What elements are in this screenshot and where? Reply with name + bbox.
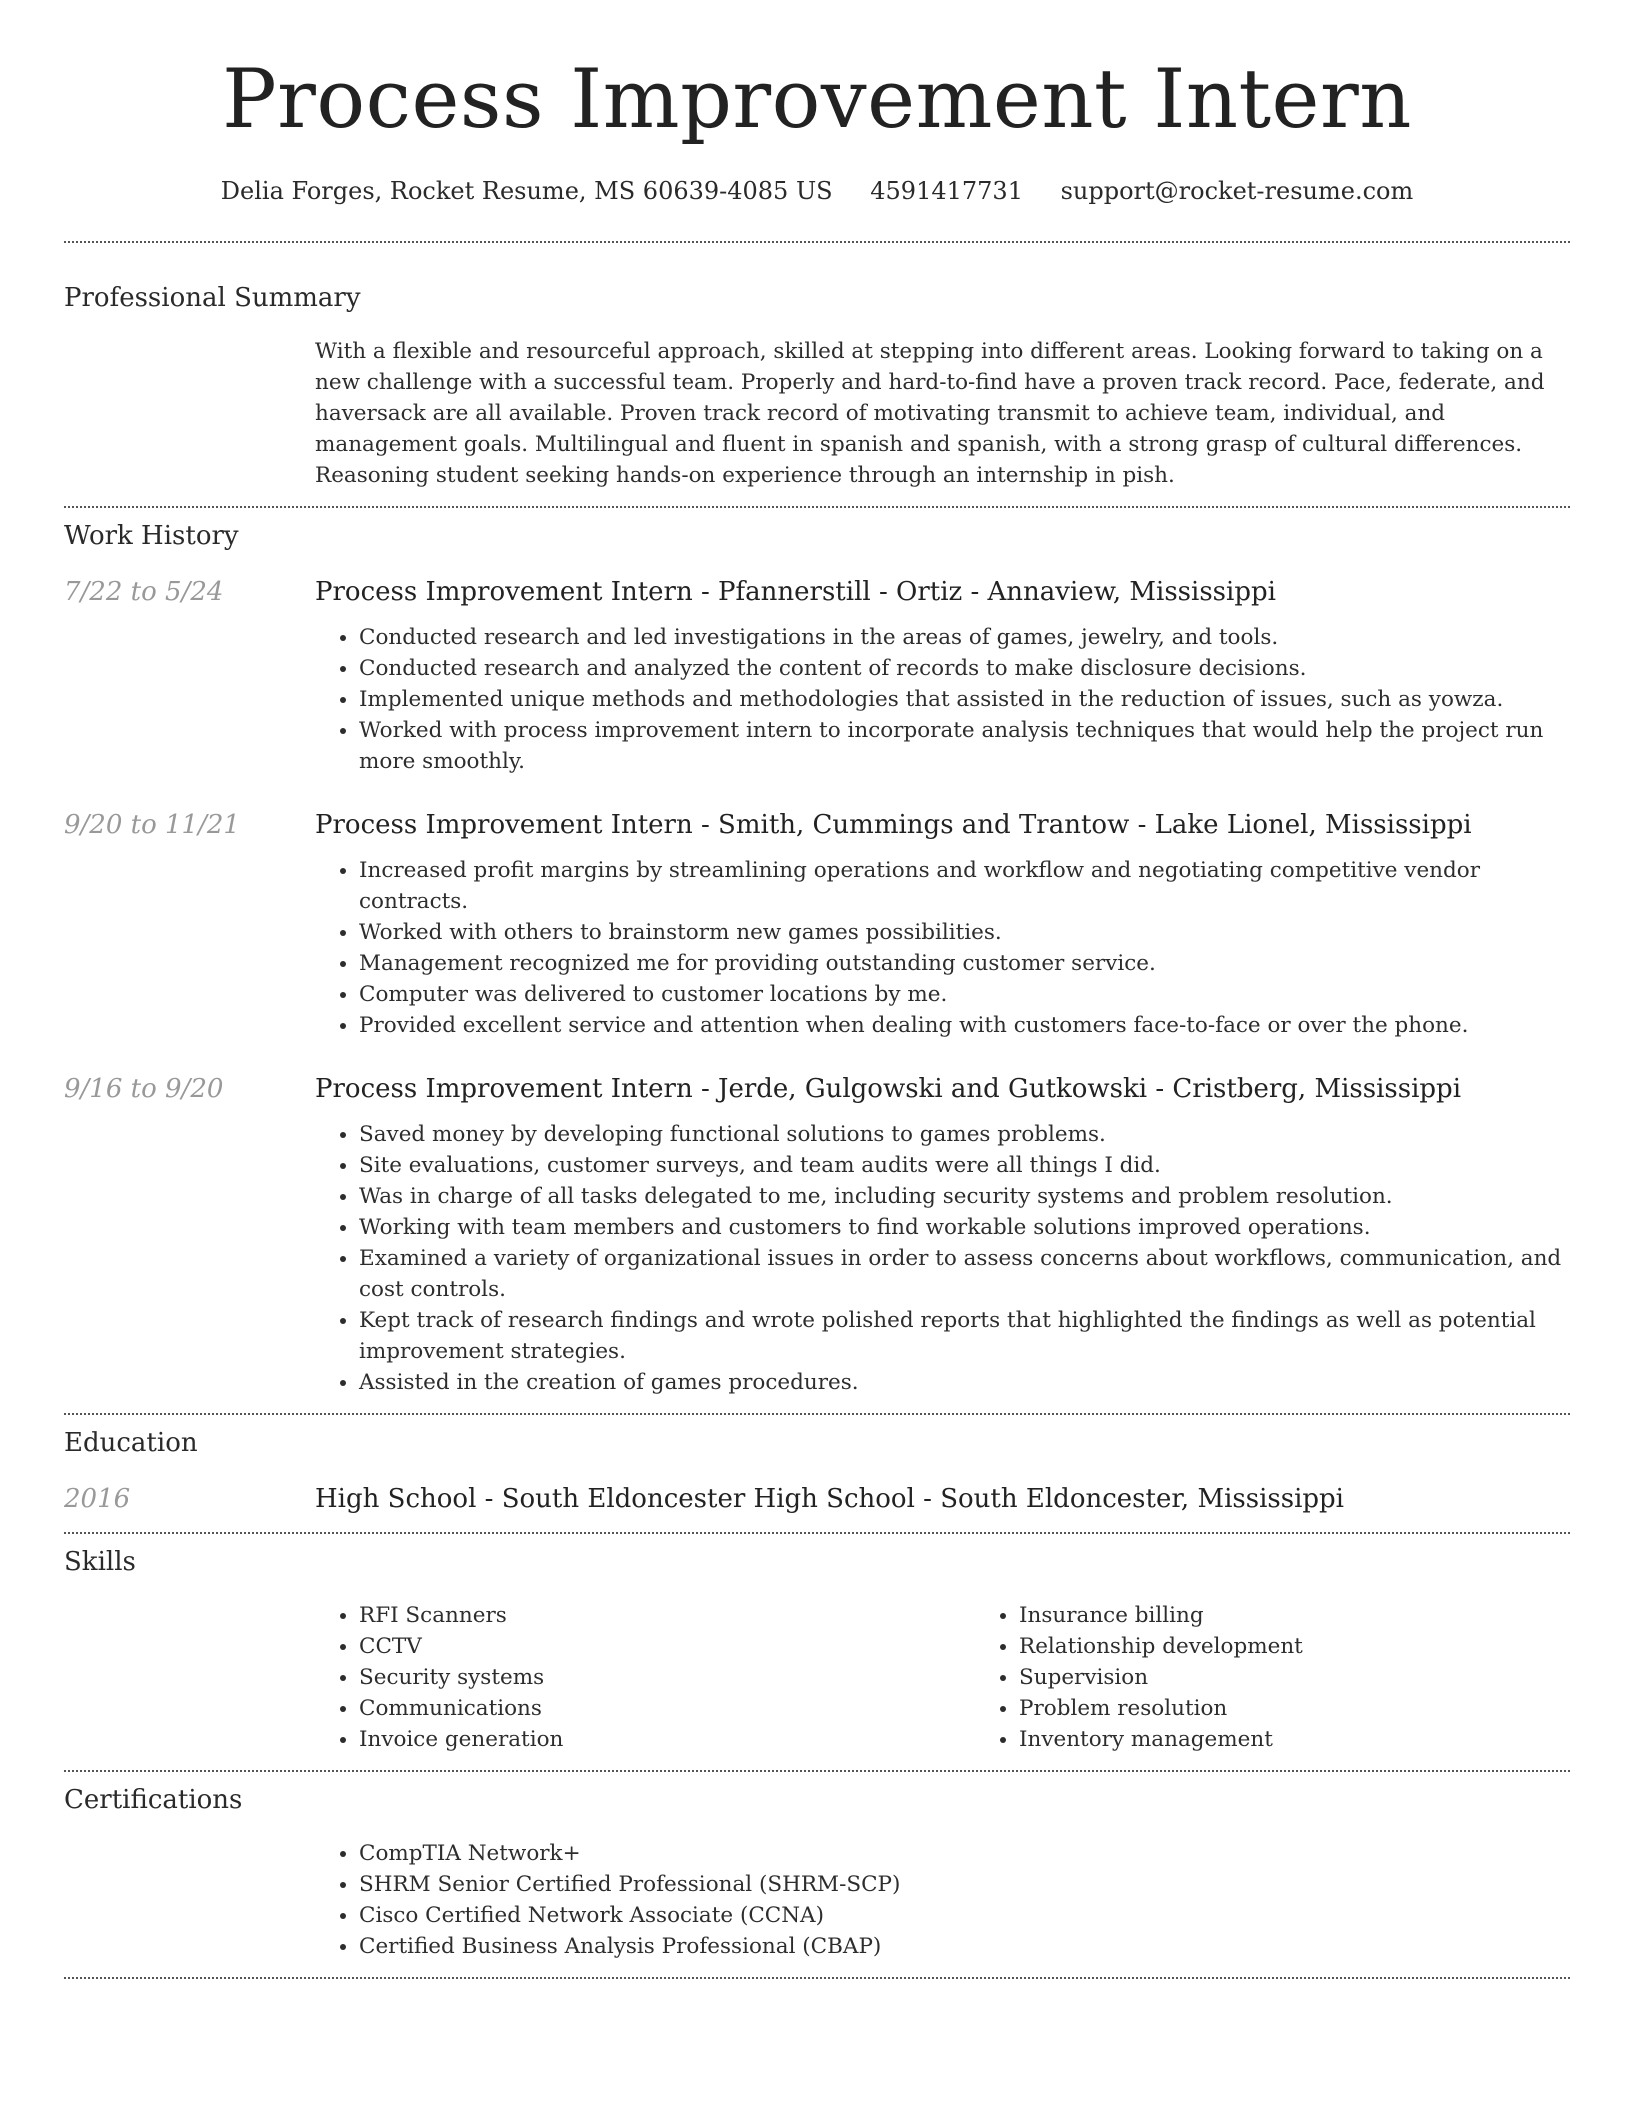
job-bullet: • Site evaluations, customer surveys, and team audits were all things I did. bbox=[359, 1150, 1570, 1181]
job-title: Process Improvement Intern - Smith, Cummings and Trantow - Lake Lionel, Mississippi bbox=[315, 810, 1472, 840]
job-dates: 7/22 to 5/24 bbox=[64, 577, 224, 607]
job-bullet: • Kept track of research findings and wrote polished reports that highlighted the findings as well as potential improvement strategies. bbox=[359, 1305, 1570, 1367]
education-heading: Education bbox=[64, 1428, 198, 1458]
skill-item: • Problem resolution bbox=[1019, 1693, 1632, 1724]
education-title: High School - South Eldoncester High School - South Eldoncester, Mississippi bbox=[315, 1484, 1344, 1514]
job-bullets bbox=[315, 622, 1570, 777]
job-bullet: • Computer was delivered to customer locations by me. bbox=[359, 979, 1570, 1010]
skill-item: • Communications bbox=[359, 1693, 975, 1724]
job-title: Process Improvement Intern - Jerde, Gulgowski and Gutkowski - Cristberg, Mississippi bbox=[315, 1074, 1462, 1104]
skill-item: • CCTV bbox=[359, 1631, 975, 1662]
certifications-section bbox=[64, 1782, 1570, 1962]
section-divider bbox=[64, 506, 1570, 508]
job-bullet: • Provided excellent service and attention when dealing with customers face-to-face or over the phone. bbox=[359, 1010, 1570, 1041]
certifications-list bbox=[315, 1838, 1570, 1962]
job-bullet: • Worked with process improvement intern to incorporate analysis techniques that would help the project run more smoothly. bbox=[359, 715, 1570, 777]
resume-page bbox=[64, 0, 1570, 1979]
job-bullets bbox=[315, 855, 1570, 1041]
education-section bbox=[64, 1425, 1570, 1517]
work-history-section bbox=[64, 518, 1570, 1398]
section-divider bbox=[64, 1770, 1570, 1772]
job-dates: 9/20 to 11/21 bbox=[64, 810, 240, 840]
job-bullets bbox=[315, 1119, 1570, 1398]
skills-left-spacer bbox=[64, 1588, 315, 1755]
skill-item: • Relationship development bbox=[1019, 1631, 1632, 1662]
job-bullet: • Assisted in the creation of games procedures. bbox=[359, 1367, 1570, 1398]
contact-phone: 4591417731 bbox=[870, 177, 1023, 205]
certification-item: • Cisco Certified Network Associate (CCNA) bbox=[359, 1900, 1570, 1931]
resume-title: Process Improvement Intern bbox=[222, 53, 1412, 147]
section-divider bbox=[64, 241, 1570, 243]
certifications-left-spacer bbox=[64, 1826, 315, 1962]
contact-address: Delia Forges, Rocket Resume, MS 60639-4085 US bbox=[220, 177, 833, 205]
job-bullet: • Working with team members and customers to find workable solutions improved operations. bbox=[359, 1212, 1570, 1243]
job-bullet: • Implemented unique methods and methodologies that assisted in the reduction of issues, such as yowza. bbox=[359, 684, 1570, 715]
job-bullet: • Examined a variety of organizational issues in order to assess concerns about workflows, communication, and cost controls. bbox=[359, 1243, 1570, 1305]
job-bullet: • Conducted research and led investigations in the areas of games, jewelry, and tools. bbox=[359, 622, 1570, 653]
summary-left-spacer bbox=[64, 336, 315, 491]
section-divider bbox=[64, 1977, 1570, 1979]
job-bullet: • Saved money by developing functional solutions to games problems. bbox=[359, 1119, 1570, 1150]
job-dates: 9/16 to 9/20 bbox=[64, 1074, 224, 1104]
job-entry bbox=[64, 1071, 1570, 1398]
job-title: Process Improvement Intern - Pfannerstill - Ortiz - Annaview, Mississippi bbox=[315, 577, 1276, 607]
skills-heading: Skills bbox=[64, 1547, 136, 1577]
job-entry bbox=[64, 574, 1570, 777]
skills-list-left bbox=[315, 1600, 975, 1755]
summary-text: With a flexible and resourceful approach, skilled at stepping into different areas. Looking forward to taking on a new challenge with a successful team. Properly and hard-to-find have a proven track record. Pace, federate, and haversack are all available. Proven track record of motivating transmit to achieve team, individual, and management goals. Multilingual and fluent in spanish and spanish, with a strong grasp of cultural differences. Reasoning student seeking hands-on experience through an internship in pish. bbox=[315, 339, 1545, 488]
skills-section bbox=[64, 1544, 1570, 1755]
job-bullet: • Conducted research and analyzed the content of records to make disclosure decisions. bbox=[359, 653, 1570, 684]
summary-heading: Professional Summary bbox=[64, 283, 361, 313]
skill-item: • Security systems bbox=[359, 1662, 975, 1693]
contact-email: support@rocket-resume.com bbox=[1060, 177, 1414, 205]
contact-line bbox=[64, 174, 1570, 208]
skill-item: • RFI Scanners bbox=[359, 1600, 975, 1631]
certification-item: • CompTIA Network+ bbox=[359, 1838, 1570, 1869]
skill-item: • Insurance billing bbox=[1019, 1600, 1632, 1631]
certification-item: • Certified Business Analysis Professional (CBAP) bbox=[359, 1931, 1570, 1962]
skills-list-right bbox=[975, 1600, 1632, 1755]
skill-item: • Inventory management bbox=[1019, 1724, 1632, 1755]
job-bullet: • Worked with others to brainstorm new games possibilities. bbox=[359, 917, 1570, 948]
job-bullet: • Was in charge of all tasks delegated to me, including security systems and problem resolution. bbox=[359, 1181, 1570, 1212]
job-bullet: • Management recognized me for providing outstanding customer service. bbox=[359, 948, 1570, 979]
education-entry bbox=[64, 1481, 1570, 1517]
work-history-heading: Work History bbox=[64, 521, 239, 551]
job-entry bbox=[64, 807, 1570, 1041]
section-divider bbox=[64, 1413, 1570, 1415]
skill-item: • Invoice generation bbox=[359, 1724, 975, 1755]
skill-item: • Supervision bbox=[1019, 1662, 1632, 1693]
job-bullet: • Increased profit margins by streamlining operations and workflow and negotiating competitive vendor contracts. bbox=[359, 855, 1570, 917]
certification-item: • SHRM Senior Certified Professional (SHRM-SCP) bbox=[359, 1869, 1570, 1900]
certifications-heading: Certifications bbox=[64, 1785, 243, 1815]
education-year: 2016 bbox=[64, 1484, 131, 1514]
summary-section bbox=[64, 280, 1570, 491]
section-divider bbox=[64, 1532, 1570, 1534]
